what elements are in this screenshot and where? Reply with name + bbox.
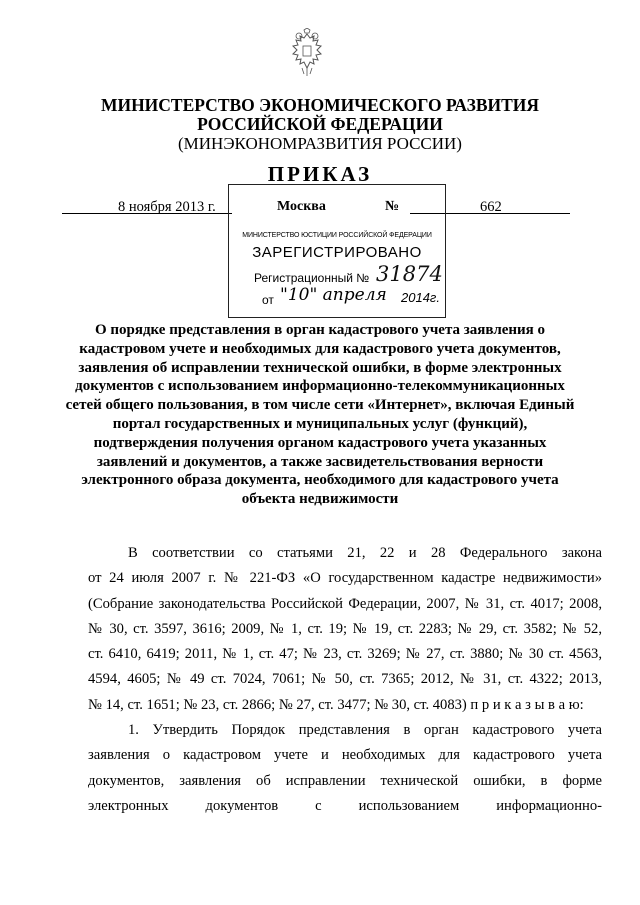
ministry-line-3: (МИНЭКОНОМРАЗВИТИЯ РОССИИ): [178, 134, 462, 153]
body-line: В соответствии со статьями 21, 22 и 28 Федерального закона: [128, 545, 602, 561]
title-line: электронного образа документа, необходимого для кадастрового учета: [81, 472, 559, 489]
ministry-line-2: РОССИЙСКОЙ ФЕДЕРАЦИИ: [197, 114, 443, 134]
order-body: [88, 541, 602, 819]
registration-stamp: [228, 184, 446, 318]
stamp-handwritten-date: "10" апреля: [280, 285, 387, 305]
title-line: портал государственных и муниципальных услуг (функций),: [112, 415, 528, 432]
body-line: (Собрание законодательства Российской Федерации, 2007, № 31, ст. 4017; 2008,: [88, 595, 602, 612]
order-title: [40, 321, 600, 509]
title-line: заявления об исправлении технической ошибки, в форме электронных: [78, 359, 562, 376]
body-line: № 30, ст. 3597, 3616; 2009, № 1, ст. 19; № 19, ст. 2283; № 29, ст. 3582; № 52,: [88, 620, 602, 637]
title-line: заявлений и документов, а также засвидетельствования верности: [96, 453, 544, 470]
body-line: 1. Утвердить Порядок представления в орган кадастрового учета: [128, 722, 602, 739]
body-line: документов, заявления об исправлении технической ошибки, в форме: [88, 772, 602, 789]
document-type-heading: ПРИКАЗ: [267, 162, 373, 186]
title-line: документов с использованием информационно-телекоммуникационных: [75, 378, 565, 395]
stamp-organization: МИНИСТЕРСТВО ЮСТИЦИИ РОССИЙСКОЙ ФЕДЕРАЦИИ: [242, 232, 432, 239]
body-line: электронных документов с использованием информационно-: [88, 797, 602, 814]
order-number: 662: [480, 199, 502, 215]
title-line: О порядке представления в орган кадастрового учета заявления о: [94, 322, 546, 338]
body-line: № 14, ст. 1651; № 23, ст. 2866; № 27, ст. 3477; № 30, ст. 4083) п р и к а з ы в а ю:: [88, 696, 584, 713]
title-line: сетей общего пользования, в том числе сети «Интернет», включая Единый: [65, 397, 575, 414]
title-line: объекта недвижимости: [241, 491, 399, 508]
stamp-date-prefix: от: [262, 293, 274, 307]
title-line: кадастровом учете и необходимых для кадастрового учета документов,: [79, 340, 561, 357]
body-line: заявления о кадастровом учете и необходимых для кадастрового учета: [88, 747, 602, 764]
coat-of-arms-emblem: [284, 28, 330, 80]
ministry-line-1: МИНИСТЕРСТВО ЭКОНОМИЧЕСКОГО РАЗВИТИЯ: [100, 95, 540, 115]
ministry-heading: [0, 96, 640, 153]
stamp-registration-number: 31874: [376, 262, 443, 286]
number-sign: №: [385, 199, 400, 214]
stamp-registration-label: Регистрационный №: [254, 271, 370, 285]
order-date: 8 ноября 2013 г.: [118, 199, 216, 215]
stamp-year: 2014г.: [401, 290, 440, 305]
stamp-title: ЗАРЕГИСТРИРОВАНО: [252, 244, 422, 261]
order-city: Москва: [277, 199, 326, 214]
title-line: подтверждения получения органом кадастрового учета указанных: [93, 434, 547, 451]
body-line: от 24 июля 2007 г. № 221-ФЗ «О государственном кадастре недвижимости»: [88, 570, 602, 587]
body-line: ст. 6410, 6419; 2011, № 1, ст. 47; № 23, ст. 3269; № 27, ст. 3880; № 30 ст. 4563,: [88, 646, 602, 663]
body-line: 4594, 4605; № 49 ст. 7024, 7061; № 50, ст. 7365; 2012, № 31, ст. 4322; 2013,: [88, 671, 602, 688]
